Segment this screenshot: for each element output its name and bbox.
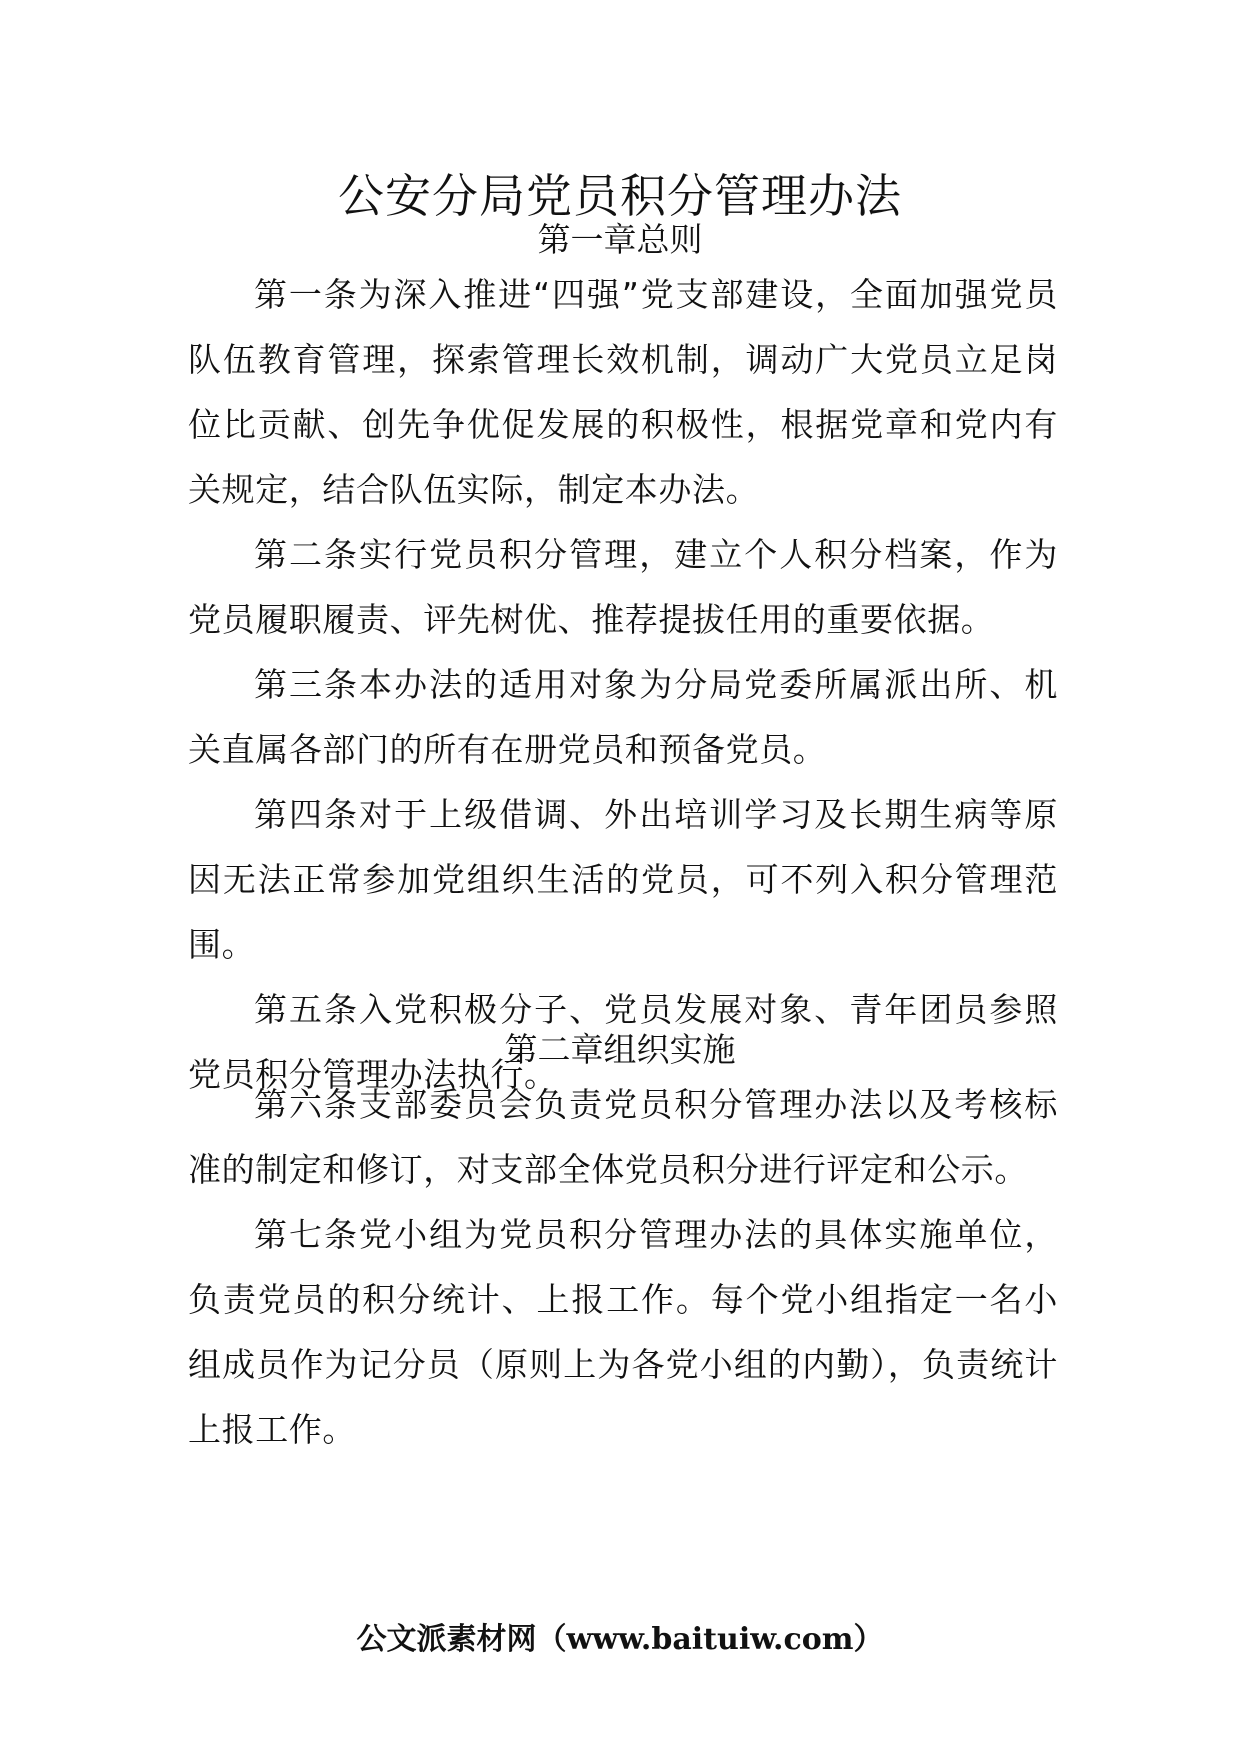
- article-2: 第二条实行党员积分管理，建立个人积分档案，作为党员履职履责、评先树优、推荐提拔任用的重要依据。: [188, 535, 1058, 639]
- article-3: 第三条本办法的适用对象为分局党委所属派出所、机关直属各部门的所有在册党员和预备党员。: [188, 665, 1058, 769]
- chapter-1-body: [188, 262, 1058, 1107]
- article-6: 第六条支部委员会负责党员积分管理办法以及考核标准的制定和修订，对支部全体党员积分进行评定和公示。: [188, 1085, 1058, 1189]
- article-4: 第四条对于上级借调、外出培训学习及长期生病等原因无法正常参加党组织生活的党员，可不列入积分管理范围。: [188, 795, 1058, 964]
- article-5: 第五条入党积极分子、党员发展对象、青年团员参照党员积分管理办法执行。: [188, 990, 1058, 1094]
- document-title: 公安分局党员积分管理办法: [338, 169, 902, 223]
- article-7: 第七条党小组为党员积分管理办法的具体实施单位，负责党员的积分统计、上报工作。每个党小组指定一名小组成员作为记分员（原则上为各党小组的内勤），负责统计上报工作。: [188, 1215, 1058, 1449]
- chapter-2-body: [188, 1072, 1058, 1462]
- article-1: 第一条为深入推进“四强”党支部建设，全面加强党员队伍教育管理，探索管理长效机制，调动广大党员立足岗位比贡献、创先争优促发展的积极性，根据党章和党内有关规定，结合队伍实际，制定本办法。: [188, 275, 1058, 509]
- source-watermark-footer: 公文派素材网（www.baituiw.com）: [356, 1622, 884, 1657]
- chapter-heading-2: 第二章组织实施: [504, 1030, 736, 1069]
- chapter-heading-1: 第一章总则: [537, 220, 703, 259]
